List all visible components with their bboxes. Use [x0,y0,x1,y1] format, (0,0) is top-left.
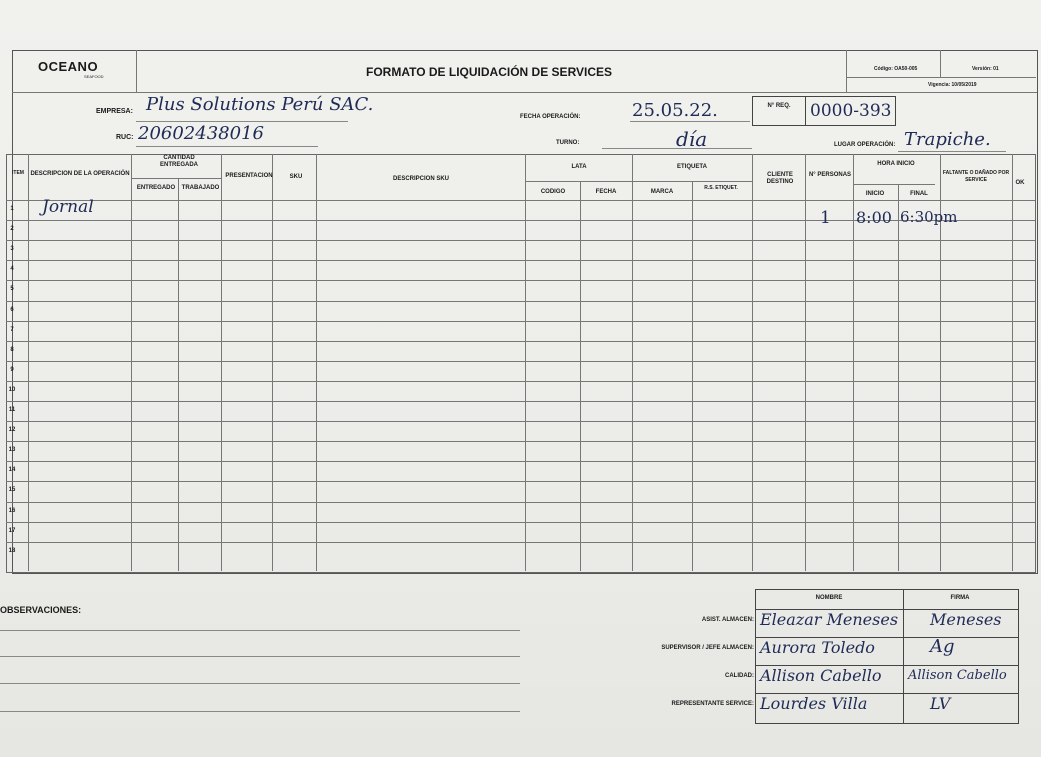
logo-sub: SEAFOOD [84,74,104,79]
col-etiqueta-header: ETIQUETA [677,164,707,170]
cantidad-subdivider [131,178,221,179]
header-code-hdivider [846,77,1036,78]
table-row-line [6,542,1035,543]
name-supervisor: Aurora Toledo [760,638,875,657]
form-title: FORMATO DE LIQUIDACIÓN DE SERVICES [366,65,613,79]
column-line [272,154,273,571]
column-line [752,154,753,571]
col-codigo-header: CODIGO [540,189,566,195]
table-row-line [6,280,1035,281]
table-row-line [6,361,1035,362]
firma-supervisor: Ag [930,636,955,657]
empresa-underline [136,121,348,122]
table-row-number: 17 [8,528,16,534]
col-final-header: FINAL [910,191,928,197]
ruc-value: 20602438016 [138,123,264,144]
table-row-number: 7 [10,327,14,333]
lugar-operacion-label: LUGAR OPERACIÓN: [834,142,896,148]
table-row-line [6,260,1035,261]
table-row-number: 2 [10,226,14,232]
column-line [316,154,317,571]
name-representante: Lourdes Villa [760,694,868,713]
firma-calidad: Allison Cabello [908,668,1007,683]
header-code-divider [846,50,847,92]
column-line [131,154,132,571]
col-entregado-header: ENTREGADO [136,185,176,191]
logo [38,59,108,79]
table-row-number: 6 [10,307,14,313]
obs-line-3 [0,683,520,684]
role-calidad: CALIDAD: [725,673,754,679]
table-row-line [6,461,1035,462]
col-cliente-header: CLIENTE DESTINO [766,172,794,185]
column-line [805,154,806,571]
col-hora-header: HORA INICIO [877,161,915,167]
observaciones-label: OBSERVACIONES: [0,605,82,615]
row1-descripcion: Jornal [42,197,94,217]
lugar-operacion-value: Trapiche. [904,129,991,150]
col-inicio-header: INICIO [865,191,885,197]
col-fecha-header: FECHA [595,189,617,195]
col-rs-header: R.S. ETIQUET. [704,185,738,191]
header-version-divider [940,50,941,77]
row1-personas: 1 [820,208,831,228]
table-row-line [6,341,1035,342]
firma-header: FIRMA [950,595,970,601]
column-line [178,178,179,571]
fecha-underline [630,121,750,122]
column-line [853,154,854,571]
table-row-number: 10 [8,387,16,393]
column-line [525,154,526,571]
form-version: Versión: 01 [972,66,999,72]
firma-asist-almacen: Meneses [930,610,1002,629]
table-row-line [6,421,1035,422]
table-row-line [6,240,1035,241]
col-desc-sku-header: DESCRIPCION SKU [392,176,449,182]
table-row-line [6,381,1035,382]
table-row-line [6,502,1035,503]
table-row-number: 14 [8,467,16,473]
column-line [632,154,633,571]
col-item-header: ITEM [12,170,24,176]
table-row-number: 5 [10,286,14,292]
firma-representante: LV [930,694,951,713]
name-calidad: Allison Cabello [760,666,882,685]
row1-inicio: 8:00 [856,208,892,227]
req-label: N° REQ. [767,103,791,109]
form-vigencia: Vigencia: 10/05/2019 [928,82,977,88]
col-sku-header: SKU [289,174,303,180]
table-row-line [6,321,1035,322]
table-row-number: 13 [8,447,16,453]
table-row-number: 12 [8,427,16,433]
obs-line-1 [0,630,520,631]
table-row-line [6,481,1035,482]
fecha-operacion-value: 25.05.22. [632,100,718,121]
table-row-line [6,301,1035,302]
table-row-number: 3 [10,246,14,252]
fecha-operacion-label: FECHA OPERACIÓN: [520,114,581,120]
col-faltante-header: FALTANTE O DAÑADO POR SERVICE [942,170,1010,183]
col-ok-header: OK [1015,180,1025,186]
empresa-label: EMPRESA: [96,108,133,115]
table-row-number: 18 [8,548,16,554]
table-row-number: 15 [8,487,16,493]
column-line [28,154,29,571]
column-line [1012,154,1013,571]
table-row-number: 8 [10,347,14,353]
col-presentacion-header: PRESENTACION [225,173,273,179]
header-logo-divider [136,50,137,92]
turno-underline [602,148,752,149]
row1-final: 6:30pm [900,208,958,226]
table-row-number: 9 [10,367,14,373]
name-asist-almacen: Eleazar Meneses [760,610,899,629]
nombre-header: NOMBRE [815,595,843,601]
role-representante: REPRESENTANTE SERVICE: [671,701,754,707]
col-lata-header: LATA [571,164,587,170]
table-row-number: 1 [10,206,14,212]
lata-etiqueta-subdivider [525,181,753,182]
logo-main: OCEANO [38,59,99,74]
table-row-number: 16 [8,508,16,514]
req-divider [805,96,806,125]
table-row-line [6,401,1035,402]
col-trabajado-header: TRABAJADO [181,185,220,191]
lugar-underline [898,151,1006,152]
hora-subdivider [853,184,935,185]
table-row-line [6,522,1035,523]
col-personas-header: N° PERSONAS [808,172,852,178]
role-supervisor: SUPERVISOR / JEFE ALMACEN: [661,645,754,651]
turno-label: TURNO: [556,140,580,146]
turno-value: día [676,127,708,151]
table-row-number: 11 [8,407,16,413]
ruc-label: RUC: [116,134,134,141]
empresa-value: Plus Solutions Perú SAC. [146,94,374,115]
role-asist-almacen: ASIST. ALMACEN: [701,617,754,623]
table-header-bottom [6,200,1035,201]
col-descripcion-header: DESCRIPCION DE LA OPERACIÓN [30,171,130,177]
obs-line-4 [0,711,520,712]
col-marca-header: MARCA [650,189,674,195]
obs-line-2 [0,656,520,657]
ruc-underline [136,146,318,147]
column-line [221,154,222,571]
column-line [898,184,899,571]
req-value: 0000-393 [810,101,892,121]
table-row-line [6,441,1035,442]
form-code: Código: OA50-005 [874,66,918,72]
header-divider [12,92,1037,93]
col-cantidad-header: CANTIDAD ENTREGADA [159,155,198,168]
table-row-number: 4 [10,266,14,272]
